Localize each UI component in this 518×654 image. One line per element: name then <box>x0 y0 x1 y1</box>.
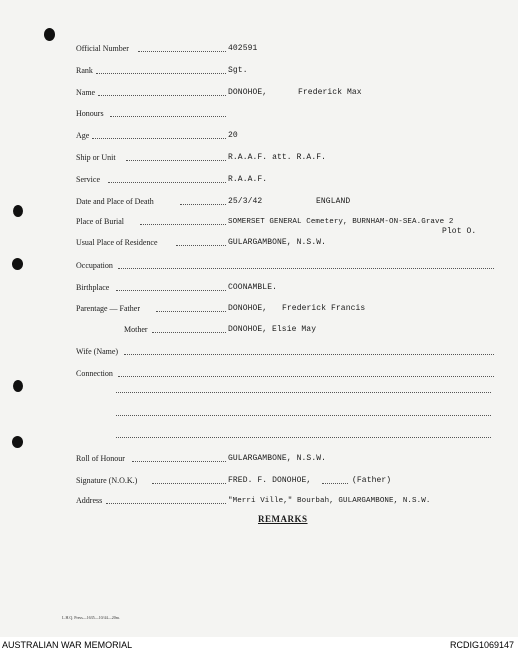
burial-value-line2: Plot O. <box>442 227 477 236</box>
punch-hole <box>13 205 23 217</box>
footer-reference: RCDIG1069147 <box>449 640 514 650</box>
residence-row <box>76 236 496 250</box>
occupation-row <box>76 259 496 273</box>
connection-blank-line <box>116 437 491 438</box>
wife-row <box>76 345 496 359</box>
official-number-row <box>76 42 496 56</box>
ship-unit-value: R.A.A.F. att. R.A.F. <box>228 153 327 162</box>
address-label: Address <box>76 496 103 505</box>
remarks-heading: REMARKS <box>258 514 308 524</box>
honours-row <box>76 107 496 121</box>
address-row <box>76 494 496 508</box>
burial-row <box>76 215 496 229</box>
name-label: Name <box>76 88 96 97</box>
death-place: ENGLAND <box>316 197 351 206</box>
footer-source: AUSTRALIAN WAR MEMORIAL <box>2 640 133 650</box>
father-label: Parentage — Father <box>76 304 140 313</box>
father-surname: DONOHOE, <box>228 304 268 313</box>
address-value: "Merri Ville," Bourbah, GULARGAMBONE, N.S.W. <box>228 497 431 505</box>
service-row <box>76 173 496 187</box>
occupation-label: Occupation <box>76 261 113 270</box>
birthplace-row <box>76 281 496 295</box>
death-label: Date and Place of Death <box>76 197 154 206</box>
signature-relation: (Father) <box>352 476 392 485</box>
ship-unit-row <box>76 151 496 165</box>
mother-label: Mother <box>124 325 148 334</box>
age-value: 20 <box>228 131 238 140</box>
signature-value: FRED. F. DONOHOE, <box>228 476 312 485</box>
birthplace-label: Birthplace <box>76 283 110 292</box>
birthplace-value: COONAMBLE. <box>228 283 278 292</box>
signature-label: Signature (N.O.K.) <box>76 476 138 485</box>
service-label: Service <box>76 175 100 184</box>
connection-blank-line <box>116 392 491 393</box>
punch-hole <box>12 258 23 270</box>
service-value: R.A.A.F. <box>228 175 268 184</box>
archive-footer <box>0 637 518 654</box>
name-surname: DONOHOE, <box>228 88 268 97</box>
roll-of-honour-row <box>76 452 496 466</box>
residence-label: Usual Place of Residence <box>76 238 158 247</box>
punch-hole <box>13 380 23 392</box>
age-label: Age <box>76 131 90 140</box>
mother-given: Elsie May <box>272 325 317 334</box>
father-row <box>76 302 496 316</box>
connection-label: Connection <box>76 369 113 378</box>
punch-hole <box>12 436 23 448</box>
mother-row <box>76 323 496 337</box>
rank-value: Sgt. <box>228 66 248 75</box>
burial-value: SOMERSET GENERAL Cemetery, BURNHAM-ON-SEA.Grave 2 <box>228 218 454 226</box>
rank-row <box>76 64 496 78</box>
signature-row <box>76 474 496 488</box>
roll-of-honour-value: GULARGAMBONE, N.S.W. <box>228 454 327 463</box>
death-date: 25/3/42 <box>228 197 263 206</box>
official-number-label: Official Number <box>76 44 129 53</box>
name-given: Frederick Max <box>298 88 362 97</box>
mother-surname: DONOHOE, <box>228 325 268 334</box>
ship-unit-label: Ship or Unit <box>76 153 116 162</box>
wife-label: Wife (Name) <box>76 347 119 356</box>
burial-label: Place of Burial <box>76 217 124 226</box>
rank-label: Rank <box>76 66 93 75</box>
connection-blank-line <box>116 415 491 416</box>
roll-of-honour-label: Roll of Honour <box>76 454 125 463</box>
punch-hole <box>44 28 55 41</box>
name-row <box>76 86 496 100</box>
age-row <box>76 129 496 143</box>
death-row <box>76 195 496 209</box>
honours-label: Honours <box>76 109 104 118</box>
residence-value: GULARGAMBONE, N.S.W. <box>228 238 327 247</box>
father-given: Frederick Francis <box>282 304 366 313</box>
printer-note: L.H.Q. Press—1635—10/44—20m. <box>62 615 120 620</box>
connection-row <box>76 367 496 381</box>
official-number-value: 402591 <box>228 44 258 53</box>
